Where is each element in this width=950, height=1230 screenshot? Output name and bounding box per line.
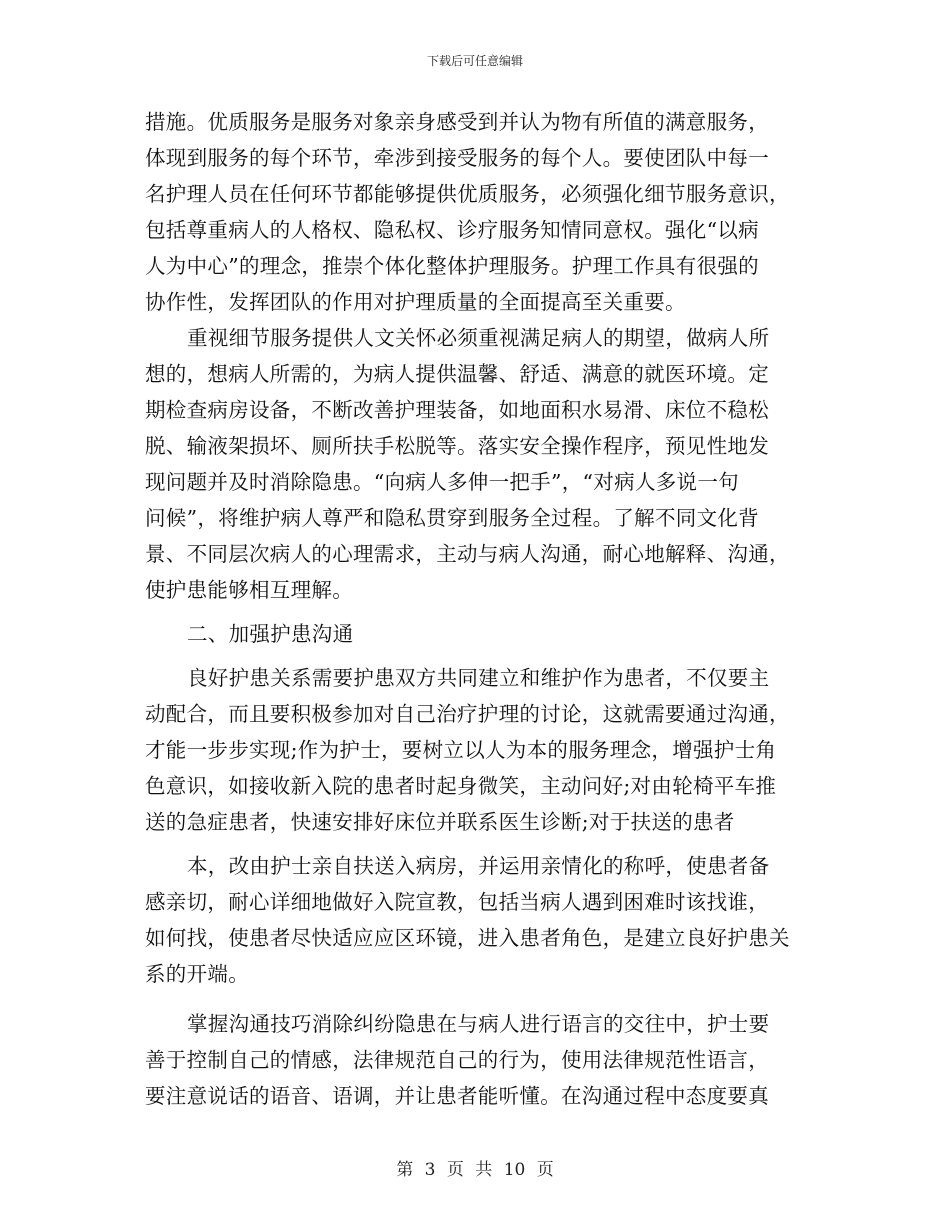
line-gap <box>145 992 805 1006</box>
text-line: 善于控制自己的情感，法律规范自己的行为，使用法律规范性语言， <box>145 1048 769 1072</box>
document-body <box>145 104 805 1114</box>
text-line: 色意识，如接收新入院的患者时起身微笑，主动问好;对由轮椅平车推 <box>145 774 777 798</box>
line-gap <box>145 652 805 660</box>
text-line: 重视细节服务提供人文关怀必须重视满足病人的期望，做病人所 <box>187 326 770 350</box>
line-gap <box>145 608 805 616</box>
text-line: 掌握沟通技巧消除纠纷隐患在与病人进行语言的交往中，护士要 <box>187 1012 770 1036</box>
text-line: 体现到服务的每个环节，牵涉到接受服务的每个人。要使团队中每一 <box>145 146 769 170</box>
text-line: 送的急症患者，快速安排好床位并联系医生诊断;对于扶送的患者 <box>145 810 735 834</box>
text-line: 名护理人员在任何环节都能够提供优质服务，必须强化细节服务意识， <box>145 182 790 206</box>
text-line: 才能一步步实现;作为护士，要树立以人为本的服务理念，增强护士角 <box>145 738 777 762</box>
text-line: 要注意说话的语音、语调，并让患者能听懂。在沟通过程中态度要真 <box>145 1084 769 1108</box>
text-line: 如何找，使患者尽快适应应区环镜，进入患者角色，是建立良好护患关 <box>145 926 790 950</box>
text-line: 良好护患关系需要护患双方共同建立和维护作为患者，不仅要主 <box>187 666 770 690</box>
text-line: 动配合，而且要积极参加对自己治疗护理的讨论，这就需要通过沟通， <box>145 702 790 726</box>
page-footer: 第 3 页 共 10 页 <box>396 1160 554 1180</box>
text-line: 感亲切，耐心详细地做好入院宣教，包括当病人遇到困难时该找谁， <box>145 890 769 914</box>
text-line: 想的，想病人所需的，为病人提供温馨、舒适、满意的就医环境。定 <box>145 362 769 386</box>
text-line: 脱、输液架损坏、厕所扶手松脱等。落实安全操作程序，预见性地发 <box>145 434 769 458</box>
text-line: 措施。优质服务是服务对象亲身感受到并认为物有所值的满意服务， <box>145 110 769 134</box>
text-line: 问候”，将维护病人尊严和隐私贯穿到服务全过程。了解不同文化背 <box>145 506 759 530</box>
page-header: 下载后可任意编辑 <box>426 54 523 68</box>
text-line: 二、加强护患沟通 <box>187 622 354 646</box>
text-line: 使护患能够相互理解。 <box>145 578 353 602</box>
text-line: 系的开端。 <box>145 962 249 986</box>
text-line: 人为中心”的理念，推崇个体化整体护理服务。护理工作具有很强的 <box>145 254 759 278</box>
text-line: 本，改由护士亲自扶送入病房，并运用亲情化的称呼，使患者备 <box>187 854 770 878</box>
text-line: 协作性，发挥团队的作用对护理质量的全面提高至关重要。 <box>145 290 686 314</box>
text-line: 期检查病房设备，不断改善护理装备，如地面积水易滑、床位不稳松 <box>145 398 769 422</box>
text-line: 景、不同层次病人的心理需求，主动与病人沟通，耐心地解释、沟通， <box>145 542 790 566</box>
text-line: 现问题并及时消除隐患。“向病人多伸一把手”，“对病人多说一句 <box>145 470 739 494</box>
line-gap <box>145 840 805 848</box>
text-line: 包括尊重病人的人格权、隐私权、诊疗服务知情同意权。强化“以病 <box>145 218 759 242</box>
